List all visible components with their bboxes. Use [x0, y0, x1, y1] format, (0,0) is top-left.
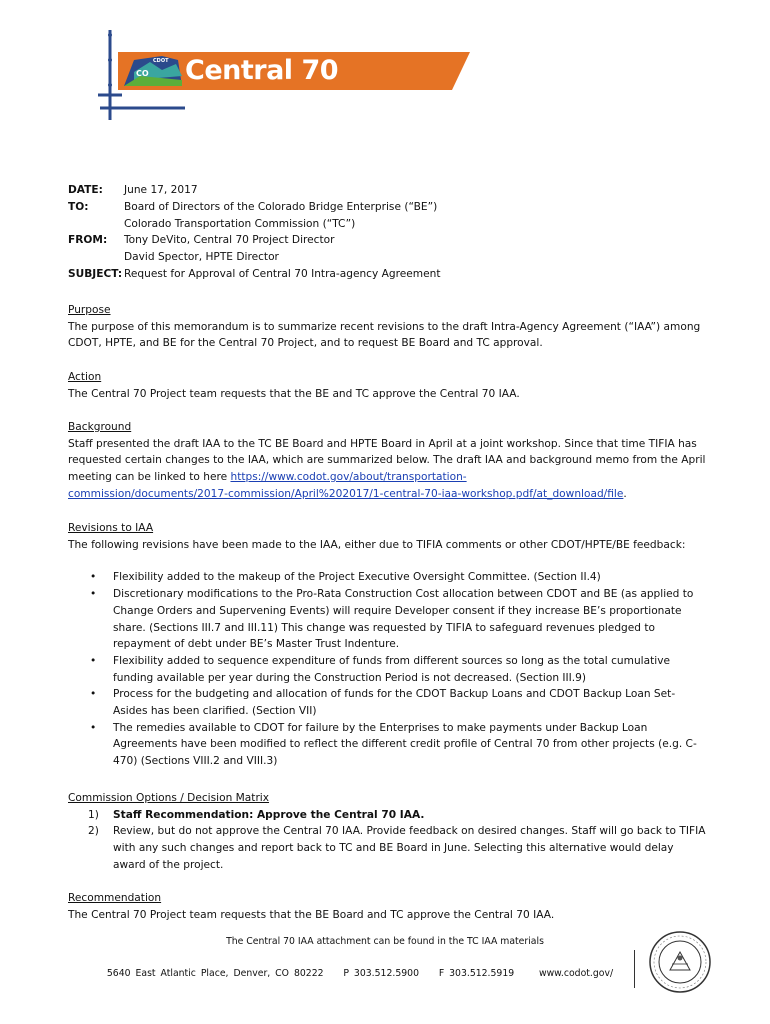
- to-recipient-1: Board of Directors of the Colorado Bridge Enterprise (“BE”): [124, 200, 438, 213]
- background-section: [68, 419, 708, 503]
- state-seal-icon: [648, 930, 712, 994]
- footer-fax: F 303.512.5919: [438, 968, 515, 979]
- revisions-section: [68, 520, 708, 770]
- from-sender-1: Tony DeVito, Central 70 Project Director: [124, 234, 335, 247]
- footer-address: 5640 East Atlantic Place, Denver, CO 80222: [106, 968, 324, 979]
- list-item: • Flexibility added to the makeup of the Project Executive Oversight Committee. (Section II.4): [68, 569, 708, 586]
- subject-label: SUBJECT:: [68, 267, 123, 280]
- purpose-section: [68, 302, 708, 352]
- footer-note: The Central 70 IAA attachment can be found in the TC IAA materials: [226, 936, 544, 947]
- background-link-part-2: commission/documents/2017-commission/April%202017/1-central-70-iaa-workshop.pdf/at_download/file: [68, 487, 624, 500]
- action-text: The Central 70 Project team requests that the BE and TC approve the Central 70 IAA.: [68, 387, 520, 400]
- logo-cdot-text: CDOT: [153, 58, 169, 64]
- list-item: • Flexibility added to sequence expenditure of funds from different sources so long as the total cumulative funding available per year during the Construction Period is not decreased. (Section III.9): [68, 653, 708, 686]
- background-text-end: .: [623, 487, 627, 500]
- date-value: June 17, 2017: [124, 184, 198, 196]
- option-number: 2): [88, 825, 99, 838]
- background-link-part-1: https://www.codot.gov/about/transportation-: [230, 471, 467, 484]
- logo-co-text: CO: [136, 69, 149, 78]
- background-text: [68, 436, 708, 503]
- options-section: [68, 790, 708, 874]
- footer-phone: P 303.512.5900: [343, 968, 419, 979]
- options-list: [68, 807, 708, 874]
- option-item: [68, 807, 708, 824]
- revisions-heading: Revisions to IAA: [68, 522, 154, 534]
- purpose-text: The purpose of this memorandum is to summarize recent revisions to the draft Intra-Agency Agreement (“IAA”) among CDOT, HPTE, and BE for the Central 70 Project, and to request BE Board and TC approval.: [68, 320, 701, 350]
- recommendation-section: [68, 890, 708, 923]
- option-number: 1): [88, 808, 99, 821]
- recommendation-text: The Central 70 Project team requests that the BE Board and TC approve the Central 70 IAA.: [68, 908, 555, 921]
- recommendation-heading: Recommendation: [68, 892, 162, 904]
- footer-contact: [0, 968, 720, 979]
- to-recipient-2: Colorado Transportation Commission (“TC”): [124, 217, 356, 230]
- revisions-list: [68, 569, 708, 769]
- list-item: • The remedies available to CDOT for failure by the Enterprises to make payments under Backup Loan Agreements have been modified to reflect the different credit profile of Central 70 from other projects (e.g. C-470) (Sections VIII.2 and VIII.3): [68, 720, 708, 770]
- options-heading: Commission Options / Decision Matrix: [68, 792, 270, 804]
- action-heading: Action: [68, 371, 102, 383]
- footer-divider: [634, 950, 635, 988]
- footer-website[interactable]: www.codot.gov/: [538, 968, 614, 979]
- from-label: FROM:: [68, 234, 108, 247]
- date-label: DATE:: [68, 184, 103, 196]
- subject-value: Request for Approval of Central 70 Intra-agency Agreement: [124, 267, 441, 280]
- banner-title: Central 70: [185, 55, 339, 86]
- option-text: Staff Recommendation: Approve the Central 70 IAA.: [113, 808, 425, 821]
- header-banner: [0, 0, 770, 160]
- to-label: TO:: [68, 200, 89, 213]
- from-sender-2: David Spector, HPTE Director: [124, 251, 279, 264]
- option-text: Review, but do not approve the Central 70 IAA. Provide feedback on desired changes. Staff will go back to TIFIA with any such changes and report back to TC and BE Board in June. Selecting this alternative would delay award of the project.: [113, 825, 706, 871]
- action-section: [68, 369, 708, 402]
- purpose-heading: Purpose: [68, 304, 111, 316]
- background-body: Staff presented the draft IAA to the TC BE Board and HPTE Board in April at a joint workshop. Since that time TIFIA has requested certain changes to the IAA, which are summarized below. The draft IAA and background memo from the April meeting can be linked to here: [68, 437, 706, 484]
- list-item: • Discretionary modifications to the Pro-Rata Construction Cost allocation between CDOT and BE (as applied to Change Orders and Supervening Events) will require Developer consent if they increase BE’s proportionate share. (Sections III.7 and III.11) This change was requested by TIFIA to safeguard revenues pledged to repayment of debt under BE’s Master Trust Indenture.: [68, 586, 708, 653]
- background-heading: Background: [68, 421, 132, 433]
- option-item: [68, 823, 708, 873]
- revisions-intro: The following revisions have been made to the IAA, either due to TIFIA comments or other CDOT/HPTE/BE feedback:: [68, 538, 686, 551]
- list-item: • Process for the budgeting and allocation of funds for the CDOT Backup Loans and CDOT Backup Loan Set-Asides has been clarified. (Section VII): [68, 686, 708, 719]
